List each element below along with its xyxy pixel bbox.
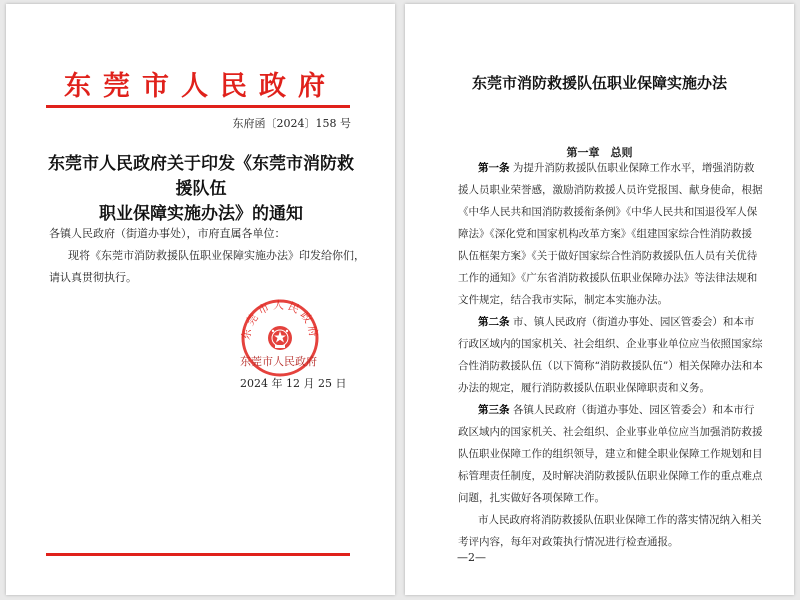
article-1-line: 援人员职业荣誉感，激励消防救援人员许党报国、献身使命，根据 — [458, 184, 763, 196]
chapter-heading: 第一章 总则 — [566, 146, 633, 159]
notice-title-line-1: 东莞市人民政府关于印发《东莞市消防救援队伍 — [48, 154, 354, 199]
article-3-label: 第三条 — [478, 404, 510, 416]
body-paragraph-line-2: 请认真贯彻执行。 — [49, 271, 137, 284]
article-2-line: 第二条 市、镇人民政府（街道办事处、园区管委会）和本市 — [478, 316, 755, 328]
article-3-line: 队伍职业保障工作的组织领导，建立和健全职业保障工作规划和目 — [458, 448, 763, 460]
article-1-line: 第一条 为提升消防救援队伍职业保障工作水平，增强消防救 — [478, 162, 755, 174]
document-number: 东府函〔2024〕158 号 — [232, 117, 351, 130]
article-2-line: 办法的规定，履行消防救援队伍职业保障职责和义务。 — [458, 382, 710, 394]
article-2-line: 行政区域内的国家机关、社会组织、企业事业单位应当依照国家综 — [458, 338, 763, 350]
article-2-label: 第二条 — [478, 316, 510, 328]
article-1-line: 工作的通知》《广东省消防救援队伍职业保障办法》等法律法规和 — [458, 272, 758, 284]
signing-organization: 东莞市人民政府 — [240, 355, 317, 368]
document-page-1 — [6, 4, 395, 595]
signing-date: 2024 年 12 月 25 日 — [240, 377, 347, 390]
article-1-label: 第一条 — [478, 162, 510, 174]
red-rule-bottom — [46, 553, 350, 556]
notice-title — [46, 152, 356, 227]
notice-title-line-2: 职业保障实施办法》的通知 — [99, 204, 303, 224]
article-3-line: 政区域内的国家机关、社会组织、企业事业单位应当加强消防救援 — [458, 426, 763, 438]
red-rule-top — [46, 105, 350, 108]
article-2-line: 合性消防救援队伍（以下简称“消防救援队伍”）相关保障办法和本 — [458, 360, 763, 372]
article-1-line: 队伍框架方案》《关于做好国家综合性消防救援队伍人员有关优待 — [458, 250, 758, 262]
seal-text: 东莞市人民政府 — [239, 298, 321, 341]
addressee: 各镇人民政府（街道办事处），市府直属各单位： — [49, 227, 286, 240]
closing-line: 市人民政府将消防救援队伍职业保障工作的落实情况纳入相关 — [478, 514, 762, 526]
page-number: —2— — [457, 551, 486, 564]
document-page-2 — [405, 4, 794, 595]
article-3-line: 问题，扎实做好各项保障工作。 — [458, 492, 605, 504]
article-3-line: 标管理责任制度，及时解决消防救援队伍职业保障工作的重点难点 — [458, 470, 763, 482]
closing-line: 考评内容，每年对政策执行情况进行检查通报。 — [458, 536, 679, 548]
national-emblem-icon — [268, 326, 292, 350]
article-1-line: 《中华人民共和国消防救援衔条例》《中华人民共和国退役军人保 — [458, 206, 758, 218]
article-1-line: 障法》《深化党和国家机构改革方案》《组建国家综合性消防救援 — [458, 228, 752, 240]
article-3-line: 第三条 各镇人民政府（街道办事处、园区管委会）和本市行 — [478, 404, 755, 416]
article-1-line: 文件规定，结合我市实际，制定本实施办法。 — [458, 294, 668, 306]
regulation-heading: 东莞市消防救援队伍职业保障实施办法 — [471, 74, 727, 92]
body-paragraph-line-1: 现将《东莞市消防救援队伍职业保障实施办法》印发给你们， — [68, 249, 365, 262]
government-letterhead: 东莞市人民政府 — [64, 71, 337, 102]
